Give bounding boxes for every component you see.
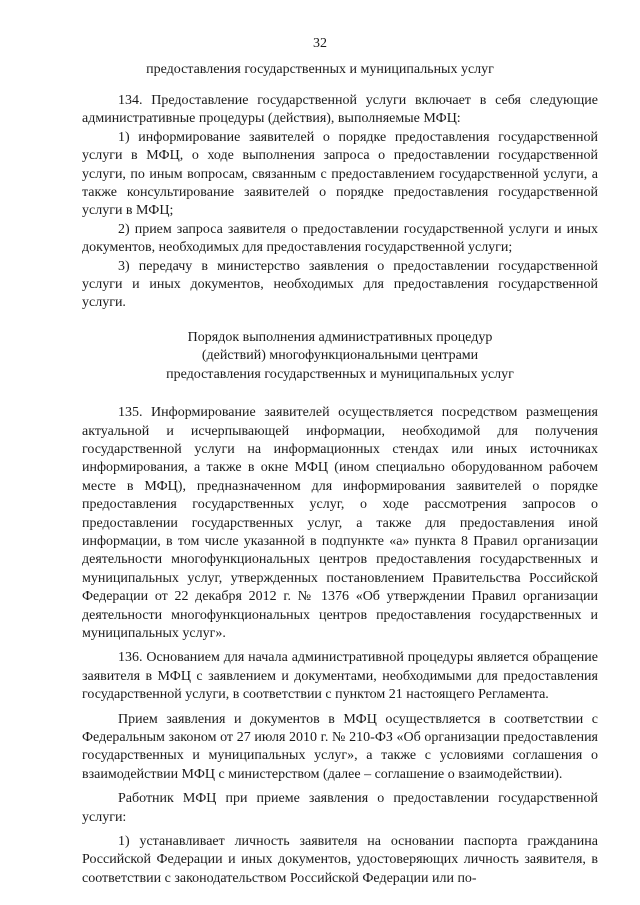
paragraph-134: 134. Предоставление государственной услуги включает в себя следующие административные процедуры (действия), выполняемые МФЦ: bbox=[82, 93, 598, 127]
paragraph-acceptance: Прием заявления и документов в МФЦ осуществляется в соответствии с Федеральным законом от 27 июля 2010 г. № 210-ФЗ «Об организации предоставления государственных и муниципальных услуг», а также с условиями соглашения о взаимодействии МФЦ с министерством (далее – соглашение о взаимодействии). bbox=[82, 711, 598, 782]
list-item-identity: 1) устанавливает личность заявителя на основании паспорта гражданина Российской Федерации и иных документов, удостоверяющих личность заявителя, в соответствии с законодательством Российской Федерации или по- bbox=[82, 834, 598, 886]
paragraph-135: 135. Информирование заявителей осуществляется посредством размещения актуальной и исчерпывающей информации, необходимой для получения государственной услуги на информационных стендах или иных источниках информирования, а также в окне МФЦ (ином специально оборудованном рабочем месте в МФЦ), предназначенном для информирования заявителей о порядке предоставления государственных услуг, о ходе рассмотрения запросов о предоставлении государственных услуг, а также для предоставления иной информации, в том числе указанной в подпункте «а» пункта 8 Правил организации деятельности многофункциональных центров предоставления государственных и муниципальных услуг, утвержденных постановлением Правительства Российской Федерации от 22 декабря 2012 г. № 1376 «Об утверждении Правил организации деятельности многофункциональных центров предоставления государственных и муниципальных услуг». bbox=[82, 405, 598, 641]
paragraph-worker: Работник МФЦ при приеме заявления о предоставлении государственной услуги: bbox=[82, 791, 598, 825]
list-item-3: 3) передачу в министерство заявления о предоставлении государственной услуги и иных документов, необходимых для предоставления государственной услуги. bbox=[82, 258, 598, 311]
list-item-1: 1) информирование заявителей о порядке предоставления государственной услуги в МФЦ, о ходе выполнения запроса о предоставлении государственной услуги, по иным вопросам, связанным с предоставлением государственной услуги, а также консультирование заявителей о порядке предоставления государственной услуги в МФЦ; bbox=[82, 129, 598, 219]
section-heading-line: Порядок выполнения административных процедур bbox=[187, 329, 493, 345]
running-head: предоставления государственных и муниципальных услуг bbox=[146, 62, 494, 77]
section-heading bbox=[82, 329, 598, 384]
list-item-2: 2) прием запроса заявителя о предоставлении государственной услуги и иных документов, необходимых для предоставления государственной услуги; bbox=[82, 221, 598, 256]
page-number: 32 bbox=[313, 36, 327, 51]
paragraph-136: 136. Основанием для начала административной процедуры является обращение заявителя в МФЦ с заявлением и документами, необходимыми для предоставления государственной услуги, в соответствии с пунктом 21 настоящего Регламента. bbox=[82, 650, 598, 703]
section-heading-line: предоставления государственных и муниципальных услуг bbox=[166, 366, 514, 382]
document-body bbox=[82, 92, 598, 888]
section-heading-line: (действий) многофункциональными центрами bbox=[201, 348, 479, 364]
